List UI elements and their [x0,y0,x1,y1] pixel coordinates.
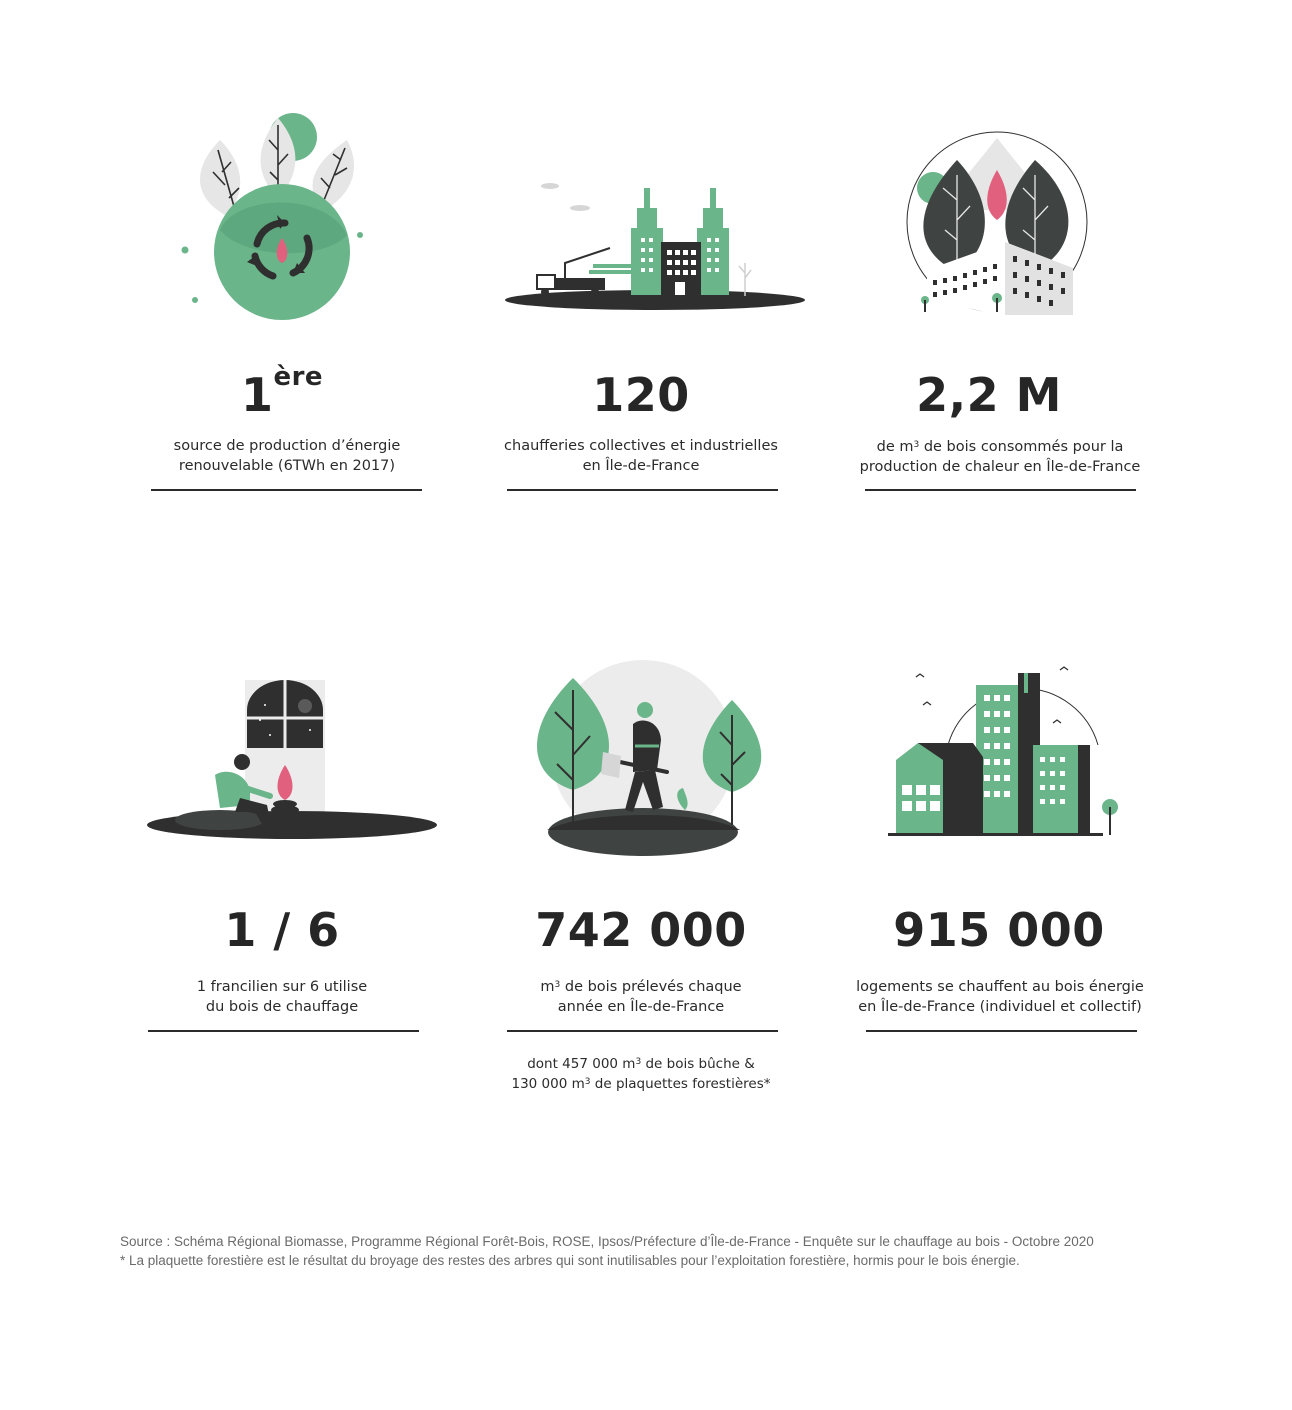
divider [866,1030,1137,1032]
stat-value: 120 [592,368,690,422]
stat-description: de $m^3$ de bois consommés pour la production de chaleur en Île-de-France [859,439,1141,475]
divider [507,1030,778,1032]
stat-footnote: dont 457 000 $m^3$ de bois bûche & 130 000 $m^3$ de plaquettes forestières* [511,1056,771,1092]
stat-value: 1ère [240,362,324,422]
source-line: Source : Schéma Régional Biomasse, Programme Régional Forêt-Bois, ROSE, Ipsos/Préfecture d’Île-de-France - Enquête sur le chauffage au bois - Octobre 2020 [120,1234,1094,1249]
fireplace-person-icon [145,680,440,845]
lumberjack-icon [525,660,770,860]
divider [865,489,1136,491]
stat-value: 1 / 6 [224,903,340,957]
stat-description: source de production d’énergie renouvelable (6TWh en 2017) [173,438,401,474]
stat-description: $m^3$ de bois prélevés chaque année en Île-de-France [540,979,742,1015]
stat-value: 2,2 M [916,368,1062,422]
stat-description: chaufferies collectives et industrielles en Île-de-France [504,438,778,474]
divider [148,1030,419,1032]
factory-icon [505,178,810,313]
stat-value: 742 000 [535,903,747,957]
source-note [120,1232,1094,1270]
city-housing-icon [888,665,1128,840]
footnote-line: * La plaquette forestière est le résultat du broyage des restes des arbres qui sont inutilisables pour l’exploitation forestière, hormis pour le bois énergie. [120,1253,1020,1268]
stat-value: 915 000 [893,903,1105,957]
recycle-globe-icon [175,110,385,330]
divider [151,489,422,491]
heated-building-icon [905,130,1095,320]
stat-description: logements se chauffent au bois énergie en Île-de-France (individuel et collectif) [856,979,1144,1015]
divider [507,489,778,491]
stat-description: 1 francilien sur 6 utilise du bois de chauffage [196,979,368,1015]
